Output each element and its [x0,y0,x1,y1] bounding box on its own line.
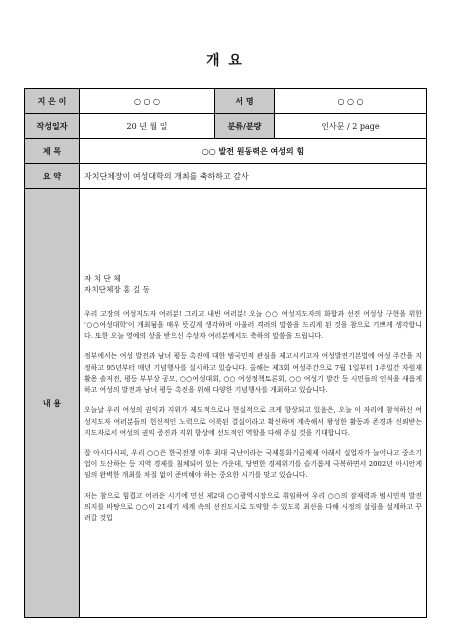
speaker-label: 지 은 이 [25,89,80,114]
subject-value: ○○ 발전 원동력은 여성의 힘 [80,139,427,164]
subject-row [25,139,427,164]
content-paragraph: 오늘날 우리 여성의 권익과 지위가 제도적으로나 현실적으로 크게 향상되고 있음은, 오늘 이 자리에 참석하신 여성지도자 여러분들의 헌신적인 노력으로 이룩된 결실이라고 확신하며 계속해서 왕성한 활동과 존경과 신뢰받는 지도자로서 여성의 권익 증진과 지위 향상에 선도적인 역할을 다해 주실 것을 기대합니다. [84,406,422,437]
content-paragraph: 저는 참으로 힘겹고 어려운 시기에 민선 제2대 ○○광역시장으로 취임하여 우리 ○○의 잠재력과 범시민적 발전 의지를 바탕으로 ○○이 21세기 세계 속의 선진도시로 도약할 수 있도록 최선을 다해 시정의 살림을 설계하고 꾸려갈 것입 [84,491,422,522]
content-body [80,189,427,618]
summary-label: 요 약 [25,164,80,189]
date-value: 20 년 월 일 [80,114,215,139]
document-title-text: 개 요 [206,53,244,69]
summary-value: 자치단체장이 여성대학의 개최를 축하하고 감사 [80,164,427,189]
category-value: 인사문 / 2 page [275,114,427,139]
date-label: 작성일자 [25,114,80,139]
content-label: 내 용 [25,189,80,618]
recipient-label: 서 명 [215,89,275,114]
sender-name: 자치단체장 홍 길 동 [84,284,150,294]
content-paragraph: 우리 고장의 여성지도자 여러분! 그리고 내빈 여러분! 오늘 ○○ 여성지도자의 화합과 선진 여성상 구현을 위한 '○○여성대학'이 개최됨을 매우 뜻깊게 생각하며 아울러 격려의 말씀을 드리게 된 것을 참으로 기쁘게 생각합니다. 또한 오늘 영예의 상을 받으신 수상자 여러분께서도 축하의 말씀을 드립니다. [84,309,422,341]
document-title [0,50,450,70]
subject-label: 제 목 [25,139,80,164]
content-row [25,189,427,618]
sender-organization: 자 치 단 체 [84,273,121,283]
speaker-value: ○ ○ ○ [80,89,215,114]
recipient-value: ○ ○ ○ [275,89,427,114]
summary-row [25,164,427,189]
content-paragraph: 정부에서는 여성 발전과 남녀 평등 촉진에 대한 범국민적 관심을 제고시키고자 여성발전기본법에 여성 주간을 지정하고 95년부터 매년 기념행사를 실시하고 있습니다. 올해는 제3회 여성주간으로 7월 1일부터 1주일간 자원재활용 솔저전, 평등 부부상 공모, ○○여성대회, ○○ 여성정책토론회, ○○ 여성기 발간 등 시민들의 인식을 새롭게 하고 여성의 발전과 남녀 평등 촉진을 위해 다양한 기념행사를 개최하고 있습니다. [84,352,422,395]
date-row [25,114,427,139]
category-label: 분류/분량 [215,114,275,139]
content-paragraph: 잘 아시다시피, 우리 ○○은 한국전쟁 이후 최대 국난이라는 국제통화기금체제 아래서 실업자가 늘어나고 중소기업이 도산하는 등 지역 경제를 침체되어 있는 가운데, 당면한 경제위기를 슬기롭게 극복하면서 2002년 아시안게임의 완벽한 개최를 차질 없이 준비해야 하는 중요한 시기를 맞고 있습니다. [84,448,422,480]
summary-form-table [24,88,427,618]
speaker-row [25,89,427,114]
